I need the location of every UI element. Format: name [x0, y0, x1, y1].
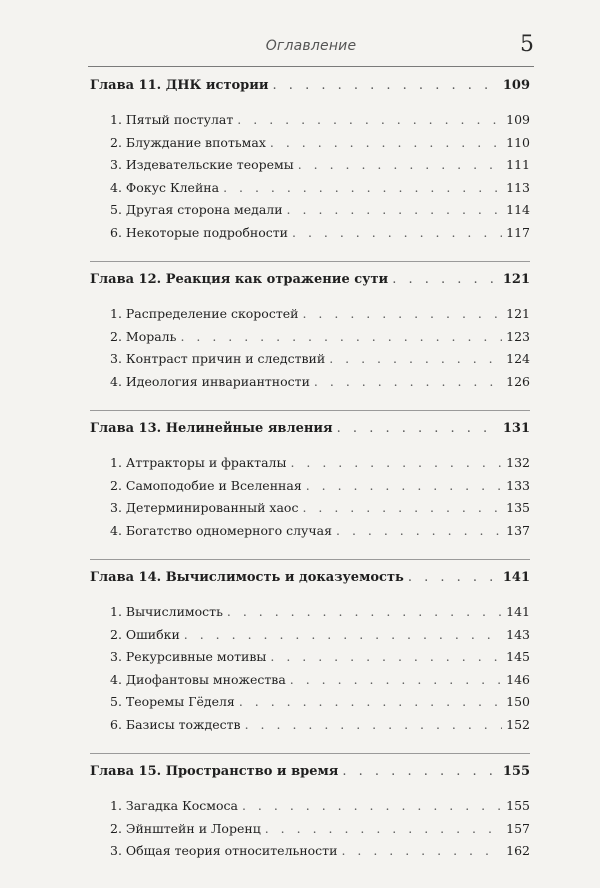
section-entry[interactable]	[90, 604, 530, 627]
section-entry[interactable]	[90, 717, 530, 740]
section-title: 4. Диофантовы множества	[110, 671, 286, 687]
chapter-block	[90, 76, 530, 262]
dot-leader	[302, 306, 502, 321]
section-entry[interactable]	[90, 374, 530, 397]
section-entry[interactable]	[90, 329, 530, 352]
section-title: 4. Богатство одномерного случая	[110, 522, 332, 538]
dot-leader	[239, 694, 502, 709]
dot-leader	[290, 672, 502, 687]
chapter-title: Глава 11. ДНК истории	[90, 78, 269, 93]
chapter-page: 109	[502, 78, 530, 93]
dot-leader	[227, 604, 502, 619]
running-title: Оглавление	[265, 38, 357, 54]
section-title: 4. Идеология инвариантности	[110, 373, 310, 389]
chapter-entry[interactable]	[90, 421, 530, 449]
section-page: 143	[506, 626, 530, 642]
chapter-page: 141	[502, 570, 530, 585]
dot-leader	[341, 843, 502, 858]
section-page: 133	[506, 477, 530, 493]
section-entry[interactable]	[90, 135, 530, 158]
section-page: 157	[506, 820, 530, 836]
section-page: 135	[506, 500, 530, 515]
section-entry[interactable]	[90, 112, 530, 135]
chapter-page: 121	[502, 272, 530, 287]
section-page: 111	[506, 157, 530, 172]
section-page: 146	[506, 671, 530, 687]
section-title: 2. Мораль	[110, 328, 177, 344]
dot-leader	[302, 500, 502, 515]
chapter-title: Глава 13. Нелинейные явления	[90, 421, 333, 436]
section-page: 141	[506, 604, 530, 619]
section-title: 1. Распределение скоростей	[110, 306, 299, 321]
chapter-entry[interactable]	[90, 570, 530, 598]
section-title: 6. Базисы тождеств	[110, 716, 241, 732]
section-title: 1. Вычислимость	[110, 604, 223, 619]
section-page: 117	[506, 224, 530, 240]
section-title: 3. Издевательские теоремы	[110, 157, 294, 172]
section-entry[interactable]	[90, 523, 530, 546]
section-entry[interactable]	[90, 157, 530, 180]
chapter-title: Глава 14. Вычислимость и доказуемость	[90, 570, 404, 585]
dot-leader	[392, 272, 499, 287]
dot-leader	[180, 329, 502, 344]
section-page: 152	[506, 716, 530, 732]
dot-leader	[223, 180, 502, 195]
section-title: 5. Теоремы Гёделя	[110, 694, 235, 709]
chapter-block	[90, 762, 530, 880]
dot-leader	[408, 570, 499, 585]
section-title: 1. Загадка Космоса	[110, 798, 238, 813]
section-entry[interactable]	[90, 455, 530, 478]
chapter-entry[interactable]	[90, 78, 530, 106]
section-entry[interactable]	[90, 500, 530, 523]
dot-leader	[184, 627, 502, 642]
dot-leader	[265, 821, 502, 836]
section-page: 110	[506, 134, 530, 150]
chapter-page: 131	[502, 421, 530, 436]
section-entry[interactable]	[90, 798, 530, 821]
chapter-title: Глава 12. Реакция как отражение сути	[90, 272, 389, 287]
dot-leader	[242, 798, 502, 813]
chapter-block	[90, 419, 530, 560]
section-entry[interactable]	[90, 843, 530, 866]
dot-leader	[237, 112, 502, 127]
chapter-title: Глава 15. Пространство и время	[90, 764, 339, 779]
section-entry[interactable]	[90, 180, 530, 203]
section-page: 132	[506, 455, 530, 470]
section-title: 3. Рекурсивные мотивы	[110, 649, 267, 664]
section-page: 124	[506, 351, 530, 366]
section-page: 121	[506, 306, 530, 321]
section-entry[interactable]	[90, 649, 530, 672]
section-page: 137	[506, 522, 530, 538]
dot-leader	[270, 649, 502, 664]
chapter-entry[interactable]	[90, 272, 530, 300]
section-entry[interactable]	[90, 694, 530, 717]
section-title: 3. Детерминированный хаос	[110, 500, 299, 515]
dot-leader	[298, 157, 502, 172]
section-page: 150	[506, 694, 530, 709]
section-title: 3. Общая теория относительности	[110, 843, 338, 858]
dot-leader	[270, 135, 502, 150]
dot-leader	[292, 225, 502, 240]
section-entry[interactable]	[90, 351, 530, 374]
dot-leader	[314, 374, 502, 389]
chapter-block	[90, 270, 530, 411]
section-page: 114	[506, 202, 530, 217]
section-entry[interactable]	[90, 627, 530, 650]
section-entry[interactable]	[90, 306, 530, 329]
dot-leader	[336, 523, 502, 538]
table-of-contents	[90, 76, 530, 888]
dot-leader	[337, 421, 499, 436]
section-title: 5. Другая сторона медали	[110, 202, 283, 217]
section-title: 1. Аттракторы и фракталы	[110, 455, 287, 470]
section-page: 113	[506, 179, 530, 195]
section-title: 2. Самоподобие и Вселенная	[110, 477, 302, 493]
section-page: 145	[506, 649, 530, 664]
dot-leader	[306, 478, 502, 493]
section-page: 123	[506, 328, 530, 344]
dot-leader	[290, 455, 502, 470]
chapter-page: 155	[502, 764, 530, 779]
section-page: 109	[506, 112, 530, 127]
dot-leader	[329, 351, 502, 366]
section-title: 1. Пятый постулат	[110, 112, 234, 127]
section-title: 3. Контраст причин и следствий	[110, 351, 326, 366]
section-page: 162	[506, 843, 530, 858]
section-entry[interactable]	[90, 225, 530, 248]
section-page: 155	[506, 798, 530, 813]
chapter-entry[interactable]	[90, 764, 530, 792]
chapter-block	[90, 568, 530, 754]
dot-leader	[287, 202, 502, 217]
section-title: 6. Некоторые подробности	[110, 224, 289, 240]
section-title: 2. Эйнштейн и Лоренц	[110, 820, 261, 836]
dot-leader	[273, 78, 499, 93]
section-entry[interactable]	[90, 672, 530, 695]
section-title: 4. Фокус Клейна	[110, 179, 220, 195]
dot-leader	[245, 717, 502, 732]
section-title: 2. Блуждание впотьмах	[110, 134, 266, 150]
section-entry[interactable]	[90, 821, 530, 844]
section-title: 2. Ошибки	[110, 626, 180, 642]
section-entry[interactable]	[90, 478, 530, 501]
section-page: 126	[506, 373, 530, 389]
page-number: 5	[520, 32, 534, 57]
dot-leader	[342, 764, 498, 779]
section-entry[interactable]	[90, 202, 530, 225]
page-header	[88, 32, 534, 67]
